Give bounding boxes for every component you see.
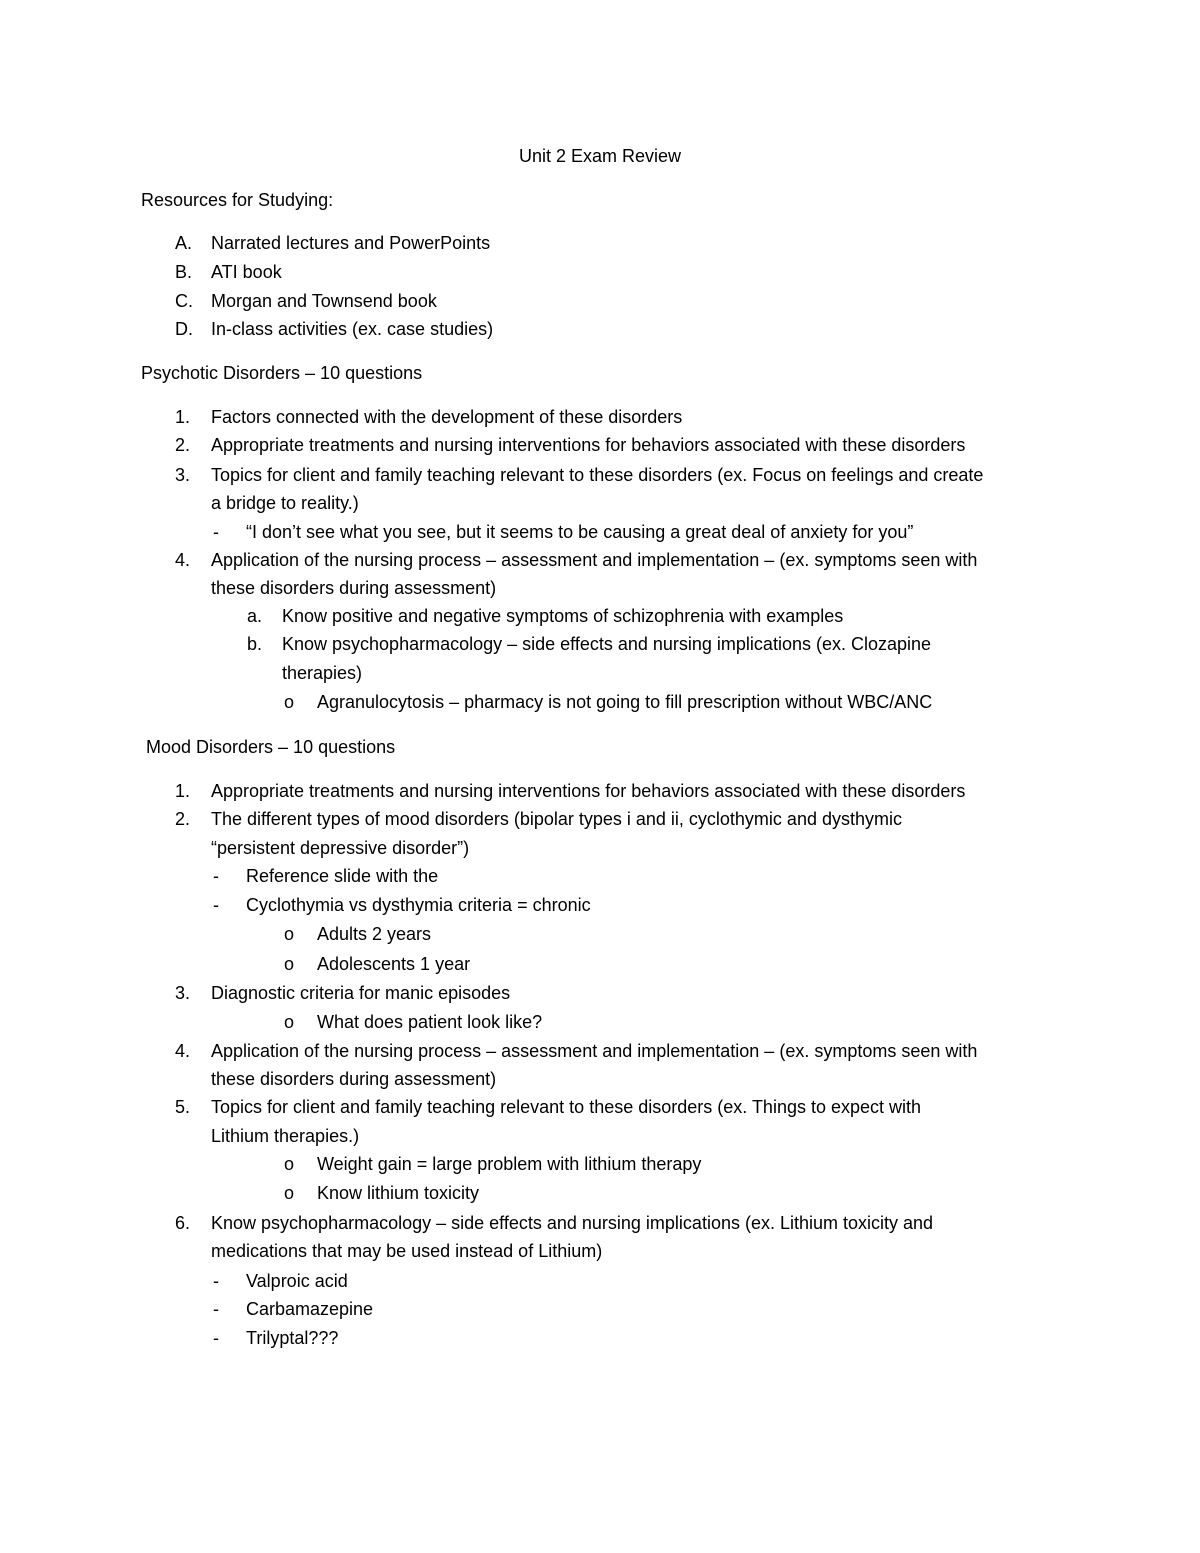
sub-sub-item-line: What does patient look like?: [317, 1012, 543, 1032]
bullet-marker: o: [284, 1012, 295, 1032]
resource-marker: B.: [175, 262, 193, 282]
sub-item-line: Trilyptal???: [246, 1328, 339, 1348]
list-marker: 3.: [175, 983, 191, 1003]
resources-heading: Resources for Studying:: [141, 190, 334, 210]
bullet-marker: o: [284, 954, 295, 974]
list-marker: 5.: [175, 1097, 191, 1117]
dash-marker: -: [213, 866, 219, 886]
list-marker: 1.: [175, 781, 191, 801]
list-item-line: these disorders during assessment): [211, 578, 497, 598]
list-item-line: Know psychopharmacology – side effects and nursing implications (ex. Lithium toxicity and: [211, 1213, 934, 1233]
list-marker: 2.: [175, 809, 191, 829]
sub-item-line: Valproic acid: [246, 1271, 348, 1291]
list-item-line: Lithium therapies.): [211, 1126, 360, 1146]
bullet-marker: o: [284, 1154, 295, 1174]
sub-item-line: Reference slide with the: [246, 866, 439, 886]
list-item-line: Topics for client and family teaching relevant to these disorders (ex. Focus on feelings and create: [211, 465, 984, 485]
bullet-marker: o: [284, 692, 295, 712]
psychotic-heading: Psychotic Disorders – 10 questions: [141, 363, 423, 383]
list-marker: 4.: [175, 550, 191, 570]
list-item-line: medications that may be used instead of Lithium): [211, 1241, 603, 1261]
dash-marker: -: [213, 1328, 219, 1348]
resource-marker: D.: [175, 319, 193, 339]
sub-sub-item-line: Adults 2 years: [317, 924, 432, 944]
list-marker: 4.: [175, 1041, 191, 1061]
list-item-line: these disorders during assessment): [211, 1069, 497, 1089]
letter-marker: b.: [247, 634, 263, 654]
list-item-line: Appropriate treatments and nursing interventions for behaviors associated with these disorders: [211, 435, 966, 455]
dash-marker: -: [213, 1299, 219, 1319]
list-item-line: Application of the nursing process – assessment and implementation – (ex. symptoms seen with: [211, 1041, 978, 1061]
sub-sub-item-line: Agranulocytosis – pharmacy is not going to fill prescription without WBC/ANC: [317, 692, 933, 712]
letter-marker: a.: [247, 606, 263, 626]
sub-item-line: Carbamazepine: [246, 1299, 374, 1319]
resource-item: In-class activities (ex. case studies): [211, 319, 494, 339]
list-item-line: Topics for client and family teaching relevant to these disorders (ex. Things to expect with: [211, 1097, 922, 1117]
list-marker: 3.: [175, 465, 191, 485]
resource-marker: C.: [175, 291, 193, 311]
bullet-marker: o: [284, 1183, 295, 1203]
resource-item: ATI book: [211, 262, 282, 282]
page-title: Unit 2 Exam Review: [518, 146, 682, 166]
dash-marker: -: [213, 895, 219, 915]
sub-sub-item-line: Know lithium toxicity: [317, 1183, 480, 1203]
sub-item-line: therapies): [282, 663, 363, 683]
list-item-line: Application of the nursing process – assessment and implementation – (ex. symptoms seen with: [211, 550, 978, 570]
sub-item-line: “I don’t see what you see, but it seems to be causing a great deal of anxiety for you”: [246, 522, 914, 542]
resource-marker: A.: [175, 233, 193, 253]
list-item-line: Factors connected with the development of these disorders: [211, 407, 683, 427]
sub-item-line: Know psychopharmacology – side effects and nursing implications (ex. Clozapine: [282, 634, 932, 654]
bullet-marker: o: [284, 924, 295, 944]
sub-item-line: Know positive and negative symptoms of schizophrenia with examples: [282, 606, 844, 626]
list-item-line: a bridge to reality.): [211, 493, 359, 513]
list-item-line: Appropriate treatments and nursing interventions for behaviors associated with these disorders: [211, 781, 966, 801]
dash-marker: -: [213, 522, 219, 542]
list-item-line: The different types of mood disorders (bipolar types i and ii, cyclothymic and dysthymic: [211, 809, 902, 829]
resource-item: Narrated lectures and PowerPoints: [211, 233, 491, 253]
list-marker: 6.: [175, 1213, 191, 1233]
sub-item-line: Cyclothymia vs dysthymia criteria = chronic: [246, 895, 591, 915]
list-marker: 2.: [175, 435, 191, 455]
dash-marker: -: [213, 1271, 219, 1291]
sub-sub-item-line: Weight gain = large problem with lithium therapy: [317, 1154, 702, 1174]
mood-heading: Mood Disorders – 10 questions: [146, 737, 396, 757]
list-item-line: Diagnostic criteria for manic episodes: [211, 983, 511, 1003]
resource-item: Morgan and Townsend book: [211, 291, 437, 311]
list-item-line: “persistent depressive disorder”): [211, 838, 470, 858]
sub-sub-item-line: Adolescents 1 year: [317, 954, 471, 974]
list-marker: 1.: [175, 407, 191, 427]
